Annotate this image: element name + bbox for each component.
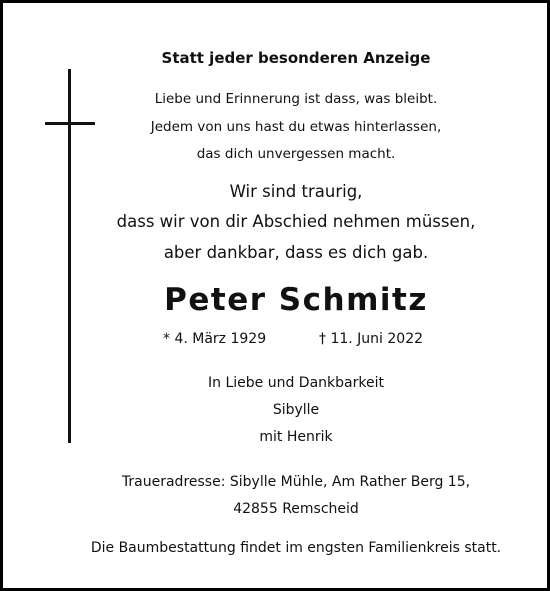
verse-one-line-3: das dich unvergessen macht.: [196, 146, 396, 162]
deceased-name: Peter Schmitz: [164, 282, 428, 318]
footer-note: Die Baumbestattung findet im engsten Familienkreis statt.: [90, 540, 502, 556]
address-line-2: 42855 Remscheid: [233, 501, 359, 517]
mourners-line-1: In Liebe und Dankbarkeit: [208, 375, 384, 391]
address-line-1: Traueradresse: Sibylle Mühle, Am Rather Berg 15,: [121, 474, 471, 490]
verse-one-line-2: Jedem von uns hast du etwas hinterlassen,: [150, 119, 442, 135]
verse-one-line-1: Liebe und Erinnerung ist dass, was bleibt.: [154, 91, 438, 107]
verse-two-line-1: Wir sind traurig,: [229, 182, 363, 201]
death-date: † 11. Juni 2022: [319, 331, 424, 347]
verse-two-line-2: dass wir von dir Abschied nehmen müssen,: [116, 212, 476, 231]
mourners-line-2: Sibylle: [272, 402, 320, 418]
verse-two-line-3: aber dankbar, dass es dich gab.: [163, 243, 429, 262]
birth-date: * 4. März 1929: [163, 331, 267, 347]
mourners-line-3: mit Henrik: [259, 429, 333, 445]
headline: Statt jeder besonderen Anzeige: [161, 49, 431, 67]
